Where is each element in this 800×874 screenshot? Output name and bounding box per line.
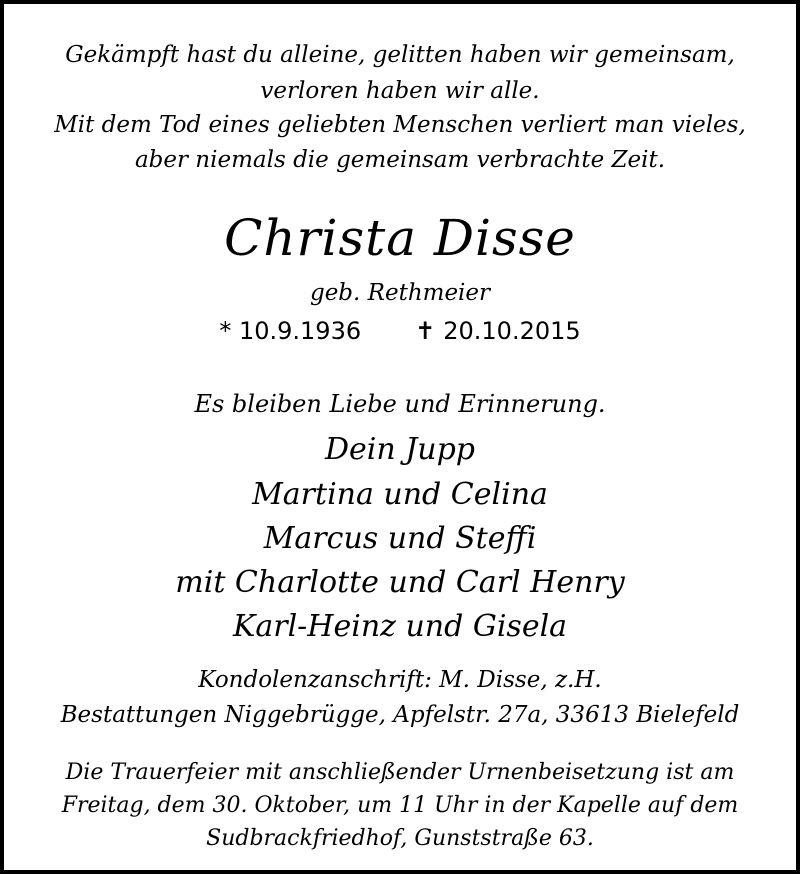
- verse-line: aber niemals die gemeinsam verbrachte Zeit.: [134, 147, 666, 173]
- mourner-name: Karl-Heinz und Gisela: [232, 609, 568, 644]
- verse-line: Mit dem Tod eines geliebten Menschen verliert man vieles,: [54, 112, 746, 138]
- mourner-name: Dein Jupp: [324, 432, 475, 467]
- verse-line: Gekämpft hast du alleine, gelitten haben wir gemeinsam,: [65, 42, 735, 68]
- life-dates: [10, 317, 790, 345]
- birth-date: * 10.9.1936: [219, 317, 362, 345]
- mourner-name: Martina und Celina: [252, 477, 548, 512]
- service-info: Freitag, dem 30. Oktober, um 11 Uhr in der Kapelle auf dem: [61, 793, 739, 818]
- condolence-address: Kondolenzanschrift: M. Disse, z.H.: [198, 667, 602, 693]
- verse-line: verloren haben wir alle.: [260, 78, 540, 104]
- service-info: Sudbrackfriedhof, Gunststraße 63.: [206, 826, 594, 851]
- mourner-name: mit Charlotte und Carl Henry: [175, 565, 625, 600]
- service-info: Die Trauerfeier mit anschließender Urnenbeisetzung ist am: [65, 760, 735, 785]
- mourner-name: Marcus und Steffi: [263, 521, 537, 556]
- death-date: 20.10.2015: [443, 317, 581, 345]
- deceased-name: Christa Disse: [224, 209, 576, 267]
- birth-name: geb. Rethmeier: [309, 280, 491, 306]
- condolence-address: Bestattungen Niggebrügge, Apfelstr. 27a, 33613 Bielefeld: [60, 702, 740, 728]
- motto: Es bleiben Liebe und Erinnerung.: [194, 390, 606, 418]
- cross-icon: ✝: [415, 317, 436, 345]
